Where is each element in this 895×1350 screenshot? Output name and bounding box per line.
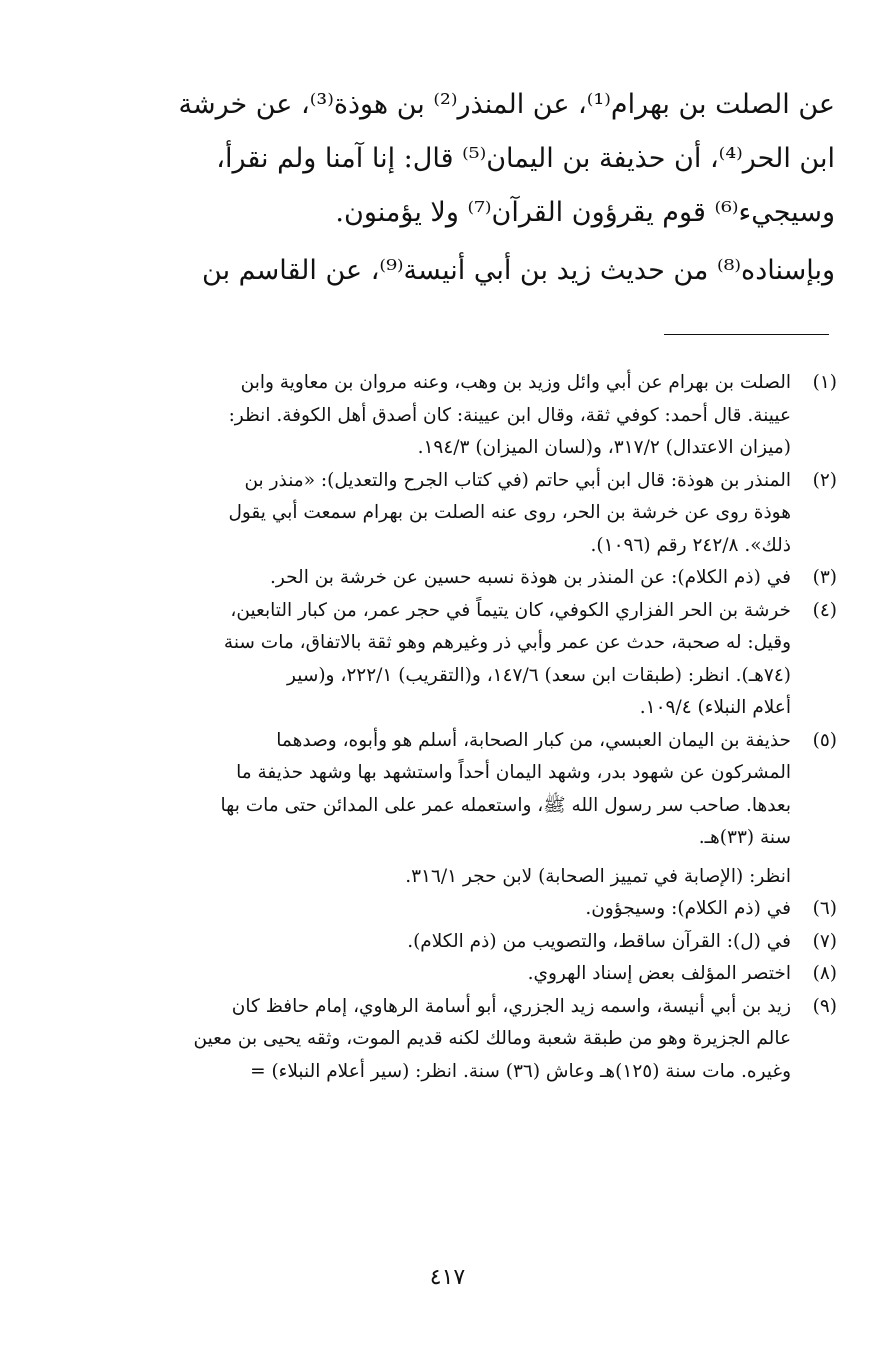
footnote-number: (٧) [812, 930, 837, 952]
main-text-block [155, 78, 835, 298]
footnote-2 [157, 465, 837, 563]
footnote-number: (٢) [812, 469, 837, 491]
footnote-line: زيد بن أبي أنيسة، واسمه زيد الجزري، أبو أسامة الرهاوي، إمام حافظ كان [231, 995, 791, 1017]
footnote-line: الصلت بن بهرام عن أبي وائل وزيد بن وهب، وعنه مروان بن معاوية وابن [240, 372, 791, 393]
footnote-body [157, 465, 791, 563]
footnote-number: (٨) [812, 963, 837, 984]
footnote-body [157, 991, 791, 1089]
footnote-divider [664, 334, 829, 335]
footnote-line: خرشة بن الحر الفزاري الكوفي، كان يتيماً في حجر عمر، من كبار التابعين، [230, 599, 791, 621]
main-text-line: وبإسناده⁽⁸⁾ من حديث زيد بن أبي أنيسة⁽⁹⁾، عن القاسم بن [202, 255, 835, 286]
footnote-line: وغيره. مات سنة (١٢٥)هـ وعاش (٣٦) سنة. انظر: (سير أعلام النبلاء) = [250, 1060, 791, 1082]
footnote-body [157, 893, 791, 926]
footnote-line: المشركون عن شهود بدر، وشهد اليمان أحداً واستشهد بها وشهد حذيفة ما [236, 762, 791, 783]
footnote-line: بعدها. صاحب سر رسول الله ﷺ، واستعمله عمر على المدائن حتى مات بها [220, 794, 791, 816]
footnotes-block [157, 367, 837, 1088]
footnote-line: حذيفة بن اليمان العبسي، من كبار الصحابة، أسلم هو وأبوه، وصدهما [276, 729, 791, 751]
page-number: ٤١٧ [429, 1265, 466, 1290]
footnote-body [157, 926, 791, 959]
footnote-body [157, 595, 791, 725]
footnote-line: عالم الجزيرة وهو من طبقة شعبة ومالك لكنه قديم الموت، وثقه يحيى بن معين [193, 1028, 791, 1049]
footnote-line: (٧٤هـ). انظر: (طبقات ابن سعد) ١٤٧/٦، و(التقريب) ٢٢٢/١، و(سير [287, 664, 791, 686]
footnote-4 [157, 595, 837, 725]
footnote-line: هوذة روى عن خرشة بن الحر، روى عنه الصلت بن بهرام سمعت أبي يقول [228, 502, 791, 523]
footnote-number: (٦) [812, 898, 837, 919]
main-text-line: وسيجيء⁽⁶⁾ قوم يقرؤون القرآن⁽⁷⁾ ولا يؤمنون. [335, 197, 835, 228]
footnote-body [157, 725, 791, 894]
footnote-line: في (ل): القرآن ساقط، والتصويب من (ذم الكلام). [407, 930, 791, 952]
footnote-5 [157, 725, 837, 894]
footnote-line: انظر: (الإصابة في تمييز الصحابة) لابن حجر ٣١٦/١. [405, 865, 791, 887]
footnote-line: المنذر بن هوذة: قال ابن أبي حاتم (في كتاب الجرح والتعديل): «منذر بن [244, 469, 791, 491]
footnote-9 [157, 991, 837, 1089]
footnote-number: (٥) [812, 729, 837, 751]
footnote-number: (٤) [812, 599, 837, 621]
footnote-body [157, 367, 791, 465]
footnote-line: ذلك». ٢٤٢/٨ رقم (١٠٩٦). [590, 534, 791, 556]
footnote-line: في (ذم الكلام): وسيجؤون. [585, 898, 791, 919]
main-text-line: ابن الحر⁽⁴⁾، أن حذيفة بن اليمان⁽⁵⁾ قال: إنا آمنا ولم نقرأ، [216, 143, 835, 174]
footnote-line: سنة (٣٣)هـ. [698, 827, 791, 848]
footnote-line: في (ذم الكلام): عن المنذر بن هوذة نسبه حسين عن خرشة بن الحر. [270, 567, 791, 588]
footnote-line: اختصر المؤلف بعض إسناد الهروي. [527, 963, 791, 984]
footnote-line: عيينة. قال أحمد: كوفي ثقة، وقال ابن عيينة: كان أصدق أهل الكوفة. انظر: [228, 404, 791, 426]
footnote-body [157, 562, 791, 595]
footnote-number: (١) [812, 372, 837, 393]
footnote-line: وقيل: له صحبة، حدث عن عمر وأبي ذر وغيرهم وهو ثقة بالاتفاق، مات سنة [223, 632, 791, 653]
footnote-7 [157, 926, 837, 959]
footnote-number: (٣) [812, 567, 837, 588]
footnote-1 [157, 367, 837, 465]
main-text-line: عن الصلت بن بهرام⁽¹⁾، عن المنذر⁽²⁾ بن هوذة⁽³⁾، عن خرشة [178, 89, 835, 120]
footnote-number: (٩) [812, 995, 837, 1017]
footnote-8 [157, 958, 837, 991]
footnote-6 [157, 893, 837, 926]
footnote-3 [157, 562, 837, 595]
footnote-line: أعلام النبلاء) ١٠٩/٤. [639, 697, 791, 718]
footnote-body [157, 958, 791, 991]
footnote-line: (ميزان الاعتدال) ٣١٧/٢، و(لسان الميزان) ١٩٤/٣. [417, 437, 791, 458]
